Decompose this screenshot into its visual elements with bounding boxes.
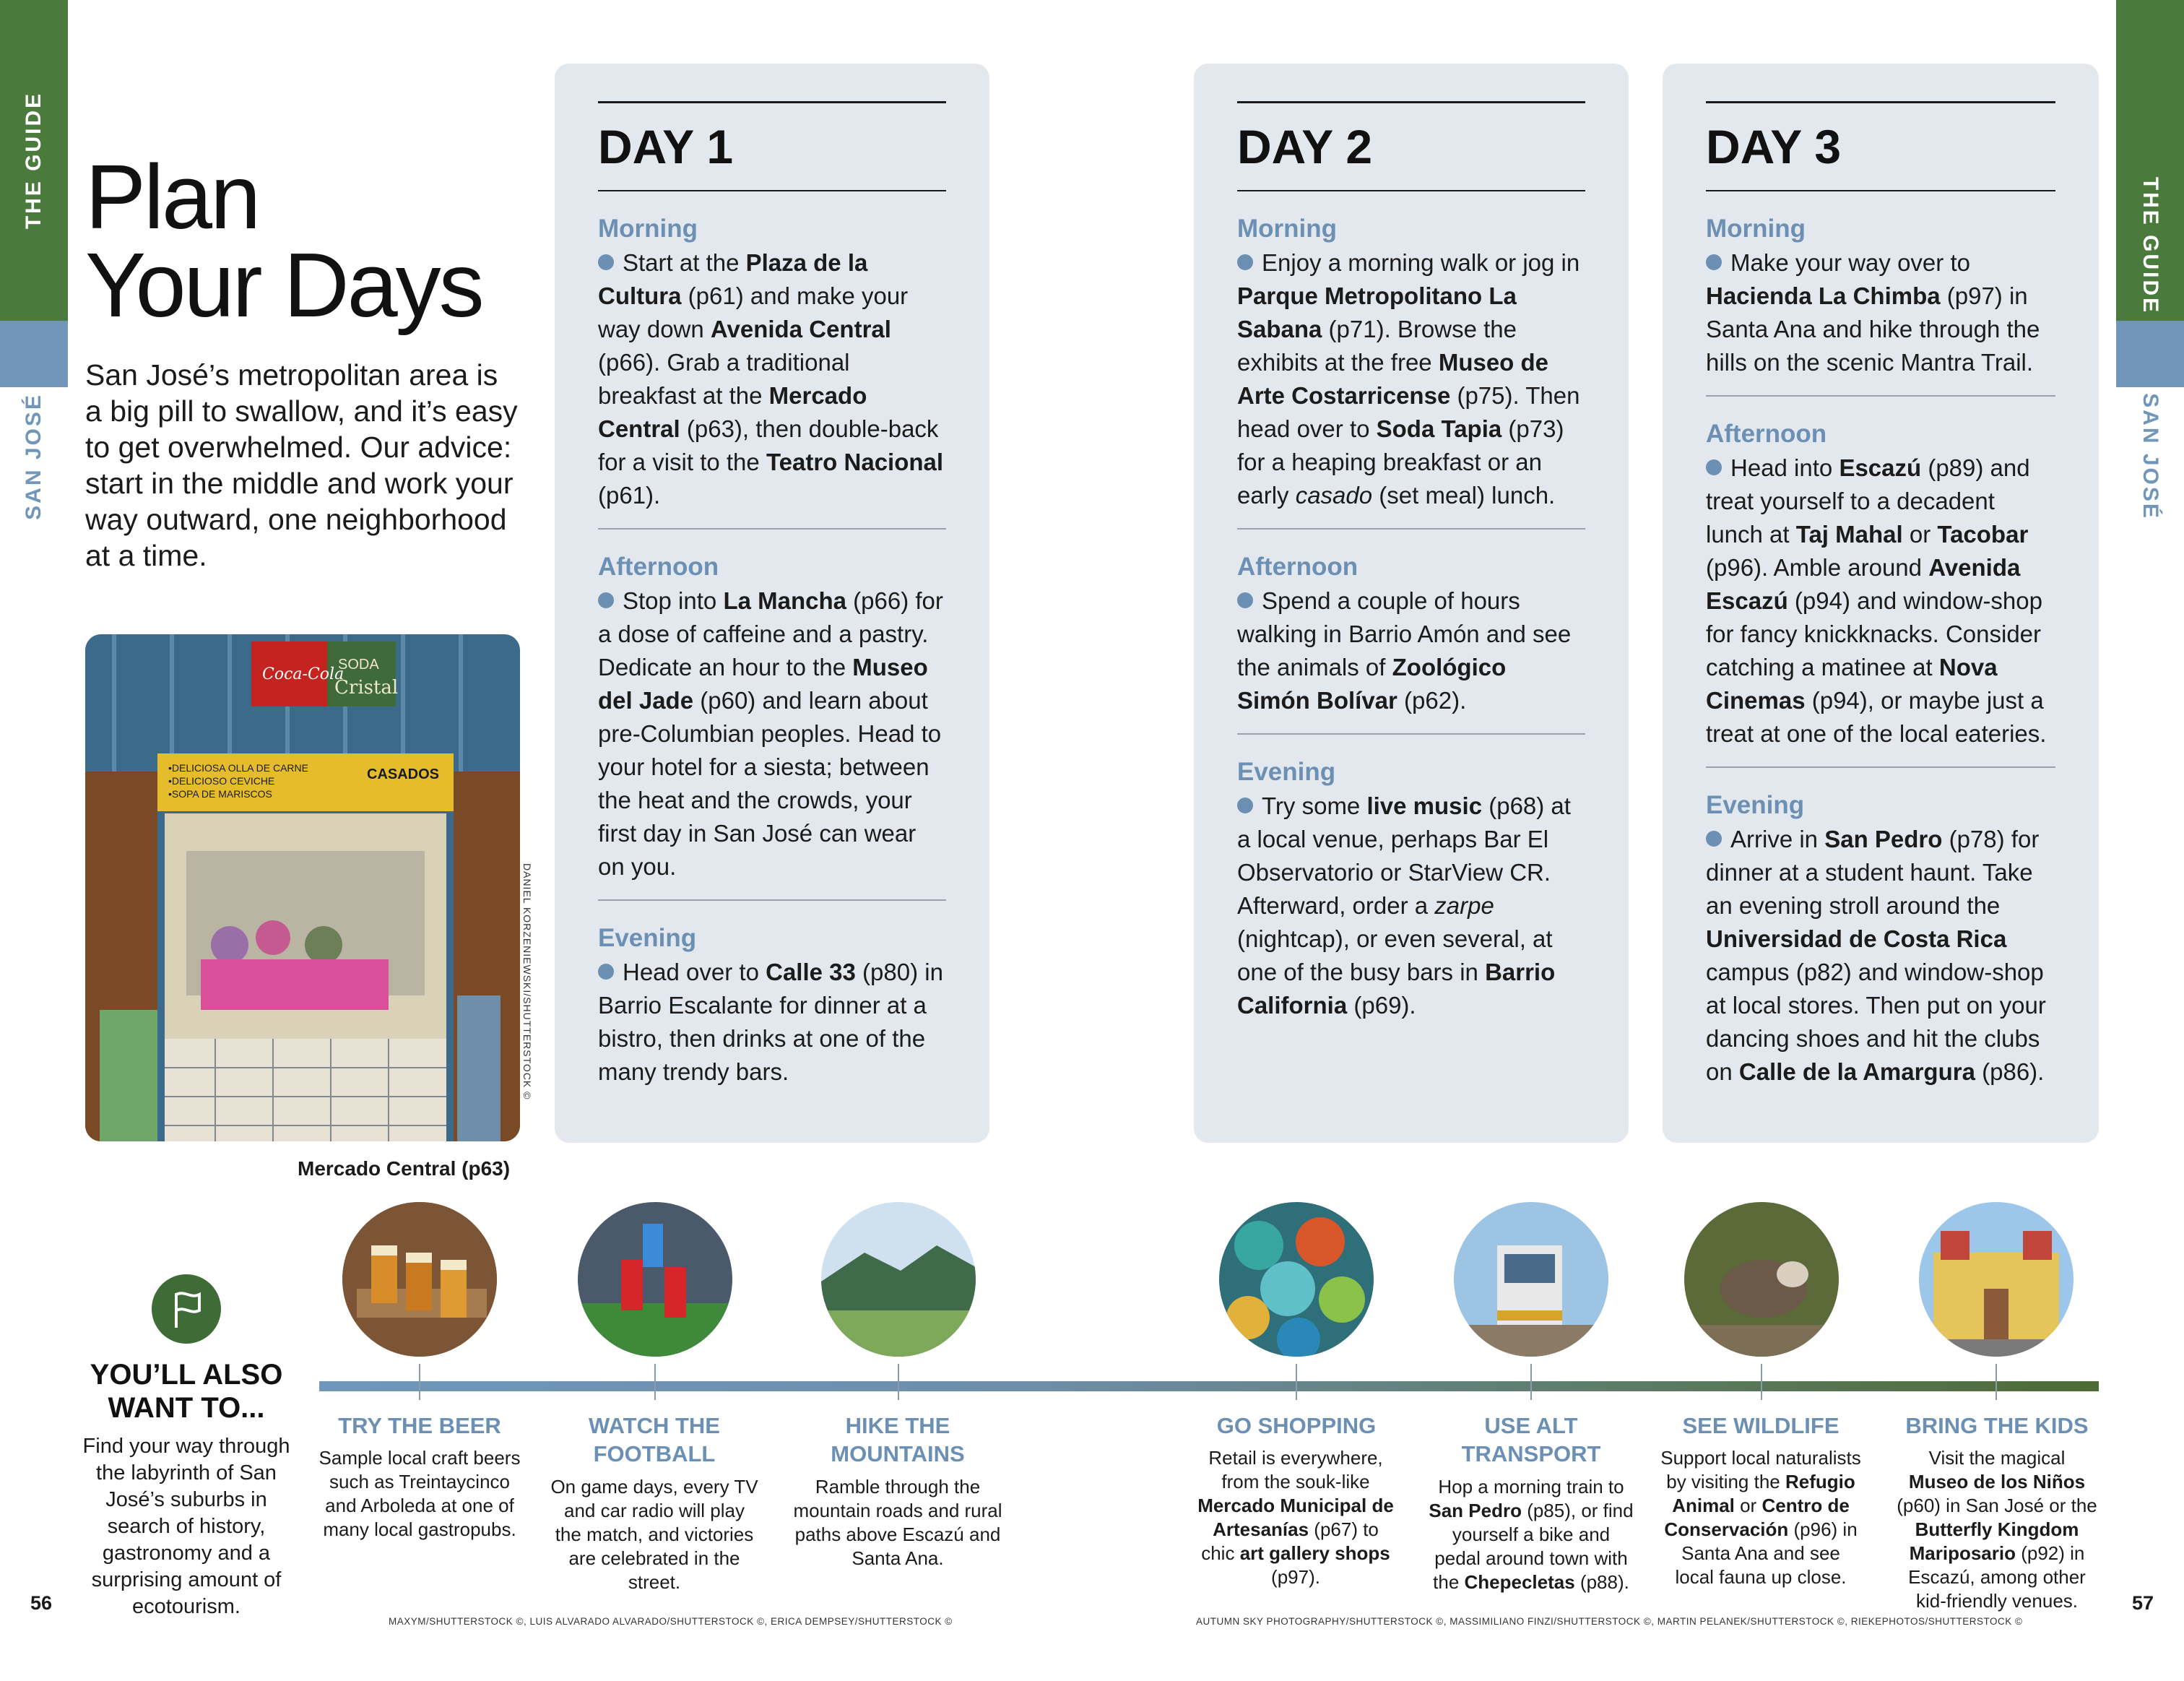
museum-photo <box>1919 1202 2074 1357</box>
day-1-card <box>555 64 989 1143</box>
train-photo <box>1454 1202 1608 1357</box>
period-label: Evening <box>598 924 697 952</box>
intro-text: San José’s metropolitan area is a big pill to swallow, and it’s easy to get overwhelmed. Our advice: start in the middle and work your way outward, one neighborhood at a time. <box>85 358 518 572</box>
bullet-icon <box>1237 798 1253 813</box>
football-photo <box>578 1202 732 1357</box>
day-title-rule <box>1706 190 2055 191</box>
period-text: Arrive in San Pedro (p78) for dinner at a student haunt. Take an evening stroll around the Universidad de Costa Rica campus (p82) and window-shop at local stores. Then put on your dancing shoes and hit the clubs on Calle de la Amargura (p86). <box>1706 826 2046 1085</box>
side-tab-blue-left <box>0 321 68 387</box>
period-label: Afternoon <box>598 553 719 581</box>
activity-text: Ramble through the mountain roads and rural paths above Escazú and Santa Ana. <box>793 1476 1002 1569</box>
bullet-icon <box>1706 831 1722 847</box>
day-title: DAY 2 <box>1237 120 1373 173</box>
period-text: Try some live music (p68) at a local venue, perhaps Bar El Observatorio or StarView CR. Afterward, order a zarpe (nightcap), or even several, at one of the busy bars in Barrio California (p69). <box>1237 792 1571 1019</box>
bullet-icon <box>1237 254 1253 270</box>
svg-text:Coca-Cola: Coca-Cola <box>262 665 344 683</box>
photo-caption: Mercado Central (p63) <box>298 1157 511 1180</box>
period-text: Enjoy a morning walk or jog in Parque Metropolitano La Sabana (p71). Browse the exhibits at the free Museo de Arte Costarricense (p75). Then head over to Soda Tapia (p73) for a heaping breakfast or an early casado (set meal) lunch. <box>1237 249 1580 509</box>
svg-text:•DELICIOSO CEVICHE: •DELICIOSO CEVICHE <box>168 775 275 787</box>
day-title: DAY 3 <box>1706 120 1842 173</box>
timeline-stem <box>654 1364 656 1400</box>
timeline-stem <box>419 1364 420 1400</box>
timeline-bar <box>319 1381 2099 1391</box>
bullet-icon <box>598 254 614 270</box>
day-1-content <box>598 101 946 1089</box>
section-separator <box>1237 528 1585 530</box>
bullet-icon <box>1237 592 1253 608</box>
title-line-1: Plan <box>85 146 259 248</box>
period-text: Stop into La Mancha (p66) for a dose of caffeine and a pastry. Dedicate an hour to the Museo del Jade (p60) and learn about pre-Columbian peoples. Head to your hotel for a siesta; between the heat and the crowds, your first day in San José can wear on you. <box>598 587 943 880</box>
photo-credits-right: AUTUMN SKY PHOTOGRAPHY/SHUTTERSTOCK ©, MASSIMILIANO FINZI/SHUTTERSTOCK ©, MARTIN PELANEK/SHUTTERSTOCK ©, RIEKEPHOTOS/SHUTTERSTOCK © <box>1196 1616 2023 1627</box>
timeline-stem <box>1530 1364 1532 1400</box>
activity-text: On game days, every TV and car radio will play the match, and victories are celebrated in the street. <box>550 1476 758 1593</box>
pottery-photo <box>1219 1202 1374 1357</box>
day-3-content <box>1706 101 2055 1089</box>
section-separator <box>1237 733 1585 735</box>
timeline-stem <box>1761 1364 1762 1400</box>
timeline-stem <box>898 1364 899 1400</box>
activity-text: Sample local craft beers such as Treintaycinco and Arboleda at one of many local gastropubs. <box>318 1447 521 1540</box>
activity-title: BRING THE KIDS <box>1905 1413 2089 1438</box>
period-label: Morning <box>598 215 698 243</box>
photo-credit: DANIEL KORZENIEWSKI/SHUTTERSTOCK © <box>521 863 533 1100</box>
day-3-card <box>1663 64 2099 1143</box>
activity-text: Support local naturalists by visiting the Refugio Animal or Centro de Conservación (p96) in Santa Ana and see local fauna up close. <box>1660 1447 1861 1588</box>
activity-text: Retail is everywhere, from the souk-like Mercado Municipal de Artesanías (p67) to chic art gallery shops (p97). <box>1197 1447 1394 1588</box>
activity-title: HIKE THE MOUNTAINS <box>831 1413 965 1466</box>
period-text: Head into Escazú (p89) and treat yourself to a decadent lunch at Taj Mahal or Tacobar (p96). Amble around Avenida Escazú (p94) and window-shop for fancy knickknacks. Consider catching a matinee at Nova Cinemas (p94), or maybe just a treat at one of the local eateries. <box>1706 454 2047 747</box>
bullet-icon <box>598 964 614 980</box>
also-text: Find your way through the labyrinth of San José’s suburbs in search of history, gastronomy and a surprising amount of ecotourism. <box>82 1435 290 1618</box>
period-text: Make your way over to Hacienda La Chimba (p97) in Santa Ana and hike through the hills on the scenic Mantra Trail. <box>1706 249 2040 376</box>
period-label: Afternoon <box>1706 420 1827 448</box>
page-number-left: 56 <box>30 1592 53 1614</box>
period-text: Spend a couple of hours walking in Barrio Amón and see the animals of Zoológico Simón Bolívar (p62). <box>1237 587 1572 714</box>
bullet-icon <box>1706 254 1722 270</box>
period-text: Head over to Calle 33 (p80) in Barrio Escalante for dinner at a bistro, then drinks at one of the many trendy bars. <box>598 959 943 1085</box>
period-label: Evening <box>1706 791 1805 819</box>
period-label: Morning <box>1706 215 1806 243</box>
period-label: Morning <box>1237 215 1338 243</box>
day-title-rule <box>1237 190 1585 191</box>
flag-icon <box>152 1274 221 1344</box>
day-2-card <box>1194 64 1629 1143</box>
period-label: Afternoon <box>1237 553 1358 581</box>
coati-photo <box>1684 1202 1839 1357</box>
activity-title: GO SHOPPING <box>1216 1413 1377 1438</box>
svg-text:SODA: SODA <box>338 657 379 673</box>
page-number-right: 57 <box>2132 1592 2154 1614</box>
bullet-icon <box>1706 459 1722 475</box>
day-title-rule <box>598 190 946 191</box>
section-separator <box>598 528 946 530</box>
activity-title: WATCH THE FOOTBALL <box>589 1413 720 1466</box>
day-title: DAY 1 <box>598 120 734 173</box>
period-label: Evening <box>1237 758 1336 786</box>
side-tab-blue-right <box>2116 321 2184 387</box>
activity-text: Visit the magical Museo de los Niños (p60) in San José or the Butterfly Kingdom Mariposario (p92) in Escazú, among other kid-friendly venues. <box>1897 1447 2097 1612</box>
timeline-stem <box>1296 1364 1297 1400</box>
section-separator <box>1706 395 2055 397</box>
svg-text:Cristal: Cristal <box>334 677 399 699</box>
activity-title: SEE WILDLIFE <box>1682 1413 1840 1438</box>
mercado-central-photo <box>85 634 520 1141</box>
activity-title: USE ALT TRANSPORT <box>1461 1413 1601 1466</box>
day-2-content <box>1237 101 1585 1022</box>
mountains-photo <box>821 1202 976 1357</box>
title-line-2: Your Days <box>85 234 482 336</box>
section-separator <box>598 899 946 901</box>
activity-text: Hop a morning train to San Pedro (p85), or find yourself a bike and pedal around town with the Chepecletas (p88). <box>1429 1476 1634 1593</box>
svg-text:CASADOS: CASADOS <box>367 766 440 782</box>
photo-credits-left: MAXYM/SHUTTERSTOCK ©, LUIS ALVARADO ALVARADO/SHUTTERSTOCK ©, ERICA DEMPSEY/SHUTTERSTOCK © <box>389 1616 953 1627</box>
section-separator <box>1706 766 2055 768</box>
activity-title: TRY THE BEER <box>338 1413 501 1438</box>
timeline-stem <box>1996 1364 1997 1400</box>
beer-photo <box>342 1202 497 1357</box>
bullet-icon <box>598 592 614 608</box>
period-text: Start at the Plaza de la Cultura (p61) and make your way down Avenida Central (p66). Grab a traditional breakfast at the Mercado Central (p63), then double-back for a visit to the Teatro Nacional (p61). <box>598 249 944 509</box>
svg-text:•DELICIOSA OLLA DE CARNE: •DELICIOSA OLLA DE CARNE <box>168 762 308 774</box>
svg-text:•SOPA DE MARISCOS: •SOPA DE MARISCOS <box>168 788 272 800</box>
also-heading: YOU’LL ALSO WANT TO... <box>90 1359 283 1424</box>
page-title <box>85 146 482 336</box>
